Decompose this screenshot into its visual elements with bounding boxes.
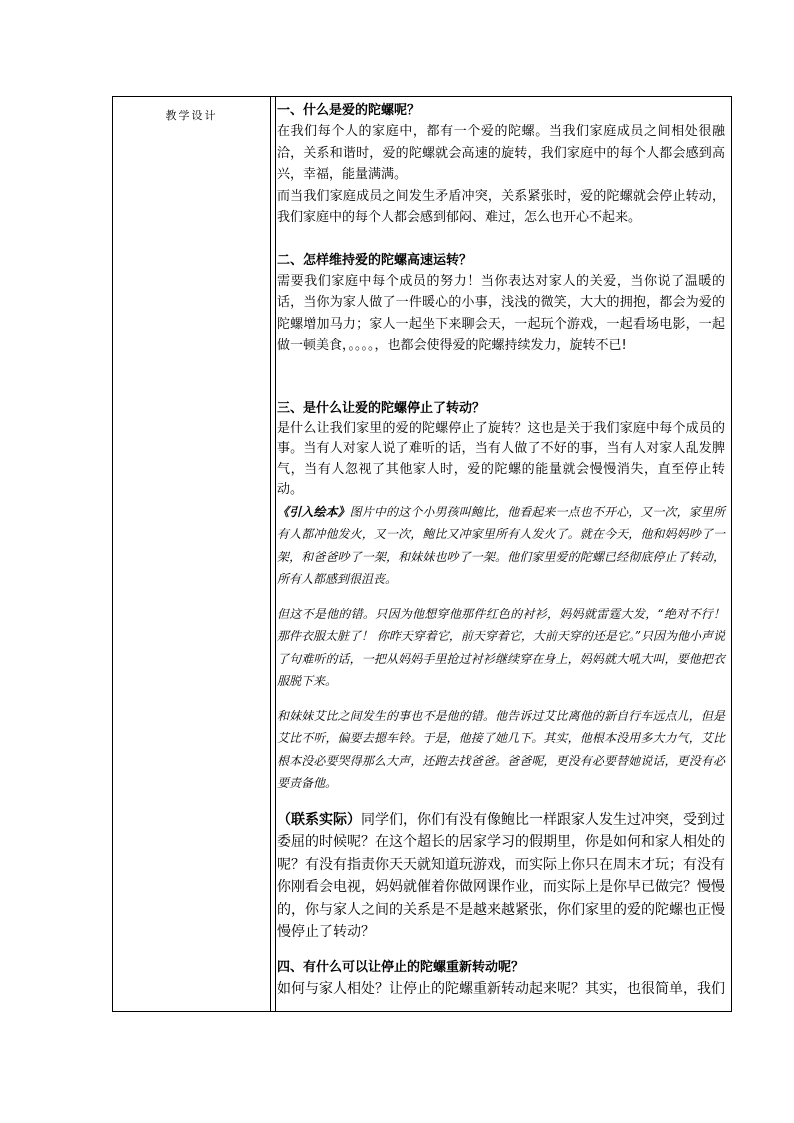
story-paragraph-1 — [277, 501, 725, 591]
lesson-table — [112, 96, 732, 1012]
reflection-tag: （联系实际） — [277, 811, 361, 828]
section-2-heading: 二、怎样维持爱的陀螺高速运转？ — [277, 252, 473, 268]
story-tag: 《引入绘本》 — [277, 504, 350, 519]
section-1-paragraph-2: 而当我们家庭成员之间发生矛盾冲突，关系紧张时，爱的陀螺就会停止转动，我们家庭中的每个人都会感到郁闷、难过，怎么也开心不起来。 — [277, 188, 725, 225]
label-cell — [113, 97, 271, 1011]
section-1-paragraph-1: 在我们每个人的家庭中，都有一个爱的陀螺。当我们家庭成员之间相处很融洽，关系和谐时，爱的陀螺就会高速的旋转，我们家庭中的每个人都会感到高兴，幸福，能量满满。 — [277, 124, 725, 182]
section-1-heading: 一、什么是爱的陀螺呢？ — [277, 103, 421, 118]
story-paragraph-2: 但这不是他的错。只因为他想穿他那件红色的衬衫，妈妈就雷霆大发，“绝对不行！那件衣服太脏了！ 你昨天穿着它，前天穿着它，大前天穿的还是它。”只因为他小声说了句难听的话，一把从妈妈手里抢过衬衫继续穿在身上，妈妈就大吼大叫，要他把衣服脱下来。 — [277, 606, 725, 688]
section-4-paragraph-1: 如何与家人相处？让停止的陀螺重新转动起来呢？其实，也很简单，我们 — [277, 980, 725, 997]
section-2-paragraph-1: 需要我们家庭中每个成员的努力！当你表达对家人的关爱，当你说了温暖的话，当你为家人做了一件暖心的小事，浅浅的微笑，大大的拥抱，都会为爱的陀螺增加马力；家人一起坐下来聊会天，一起玩个游戏，一起看场电影，一起做一顿美食，。。。。，也都会使得爱的陀螺持续发力，旋转不已! — [277, 273, 725, 353]
reflection-text: 同学们，你们有没有像鲍比一样跟家人发生过冲突，受到过委屈的时候呢？在这个超长的居家学习的假期里，你是如何和家人相处的呢？有没有指责你天天就知道玩游戏，而实际上你只在周末才玩；有没有你刚看会电视，妈妈就催着你做网课作业，而实际上是你早已做完？慢慢的，你与家人之间的关系是不是越来越紧张，你们家里的爱的陀螺也正慢慢停止了转动？ — [277, 811, 725, 940]
story-paragraph-3: 和妹妹艾比之间发生的事也不是他的错。他告诉过艾比离他的新自行车远点儿，但是艾比不听，偏要去摁车铃。于是，他接了她几下。其实，他根本没用多大力气，艾比根本没必要哭得那么大声，还跑去找爸爸。爸爸呢，更没有必要替她说话，更没有必要责备他。 — [277, 708, 725, 790]
reflection-paragraph — [277, 809, 725, 944]
section-4-heading: 四、有什么可以让停止的陀螺重新转动呢？ — [277, 959, 525, 975]
section-3-paragraph-1: 是什么让我们家里的爱的陀螺停止了旋转？这也是关于我们家庭中每个成员的事。当有人对家人说了难听的话，当有人做了不好的事，当有人对家人乱发脾气，当有人忽视了其他家人时，爱的陀螺的能量就会慢慢消失，直至停止转动。 — [277, 420, 725, 497]
story-text: 图片中的这个小男孩叫鲍比，他看起来一点也不开心，又一次，家里所有人都冲他发火，又一次，鲍比又冲家里所有人发火了。就在今天，他和妈妈吵了一架，和爸爸吵了一架，和妹妹也吵了一架。他们家里爱的陀螺已经彻底停止了转动，所有人都感到很沮丧。 — [277, 504, 725, 586]
section-3-heading: 三、是什么让爱的陀螺停止了转动？ — [277, 400, 486, 416]
row-label: 教学设计 — [165, 109, 218, 122]
content-cell — [271, 97, 731, 1011]
